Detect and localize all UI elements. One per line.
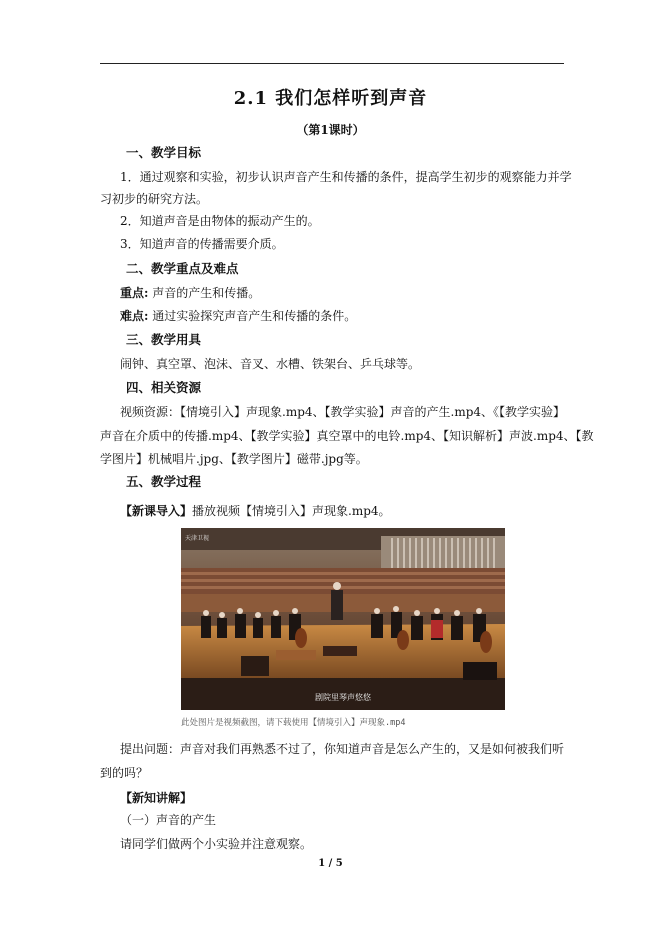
resources-line-3: 学图片】机械唱片.jpg、【教学图片】磁带.jpg等。 xyxy=(100,452,368,466)
section-heading-goals: 一、教学目标 xyxy=(126,145,202,160)
part-1-heading: （一）声音的产生 xyxy=(120,813,217,827)
video-subtitle: 剧院里琴声悠悠 xyxy=(315,693,371,702)
intro-label: 【新课导入】 xyxy=(120,504,193,518)
new-knowledge-label: 【新知讲解】 xyxy=(120,791,193,805)
difficult-point xyxy=(120,308,586,324)
resources-line-1: 视频资源：【情境引入】声现象.mp4、【教学实验】声音的产生.mp4、《【教学实验】 xyxy=(120,405,566,419)
key-point xyxy=(120,285,586,301)
difficult-text: 通过实验探究声音产生和传播的条件。 xyxy=(148,309,357,323)
page-title: 2.1 我们怎样听到声音 xyxy=(233,88,428,109)
video-screenshot-orchestra xyxy=(181,528,505,710)
goal-1-line-1: 1．通过观察和实验，初步认识声音产生和传播的条件，提高学生初步的观察能力并学 xyxy=(120,170,572,184)
section-heading-tools: 三、教学用具 xyxy=(126,332,202,347)
section-heading-keypoints: 二、教学重点及难点 xyxy=(126,261,239,276)
key-label: 重点: xyxy=(120,286,149,300)
video-channel-logo: 天津卫视 xyxy=(185,535,210,542)
question-line-2: 到的吗？ xyxy=(100,766,149,780)
intro-line xyxy=(120,503,586,519)
header-rule xyxy=(100,63,564,64)
image-caption: 此处图片是视频截图，请下载使用【情境引入】声现象.mp4 xyxy=(181,718,406,728)
experiment-instruction: 请同学们做两个小实验并注意观察。 xyxy=(120,837,313,851)
difficult-label: 难点: xyxy=(120,309,149,323)
key-text: 声音的产生和传播。 xyxy=(148,286,261,300)
section-heading-process: 五、教学过程 xyxy=(126,474,202,489)
intro-text: 播放视频【情境引入】声现象.mp4。 xyxy=(192,504,391,518)
goal-2: 2．知道声音是由物体的振动产生的。 xyxy=(120,214,320,228)
resources-line-2: 声音在介质中的传播.mp4、【教学实验】真空罩中的电铃.mp4、【知识解析】声波.mp4、【教 xyxy=(100,429,594,443)
tools-list: 闹钟、真空罩、泡沫、音叉、水槽、铁架台、乒乓球等。 xyxy=(120,357,421,371)
goal-1-line-2: 习初步的研究方法。 xyxy=(100,192,209,206)
goal-3: 3．知道声音的传播需要介质。 xyxy=(120,237,284,251)
question-line-1: 提出问题：声音对我们再熟悉不过了，你知道声音是怎么产生的，又是如何被我们听 xyxy=(120,742,565,756)
page-number: 1 / 5 xyxy=(318,858,343,869)
section-heading-resources: 四、相关资源 xyxy=(126,380,202,395)
lesson-subtitle: （第1课时） xyxy=(296,123,365,137)
